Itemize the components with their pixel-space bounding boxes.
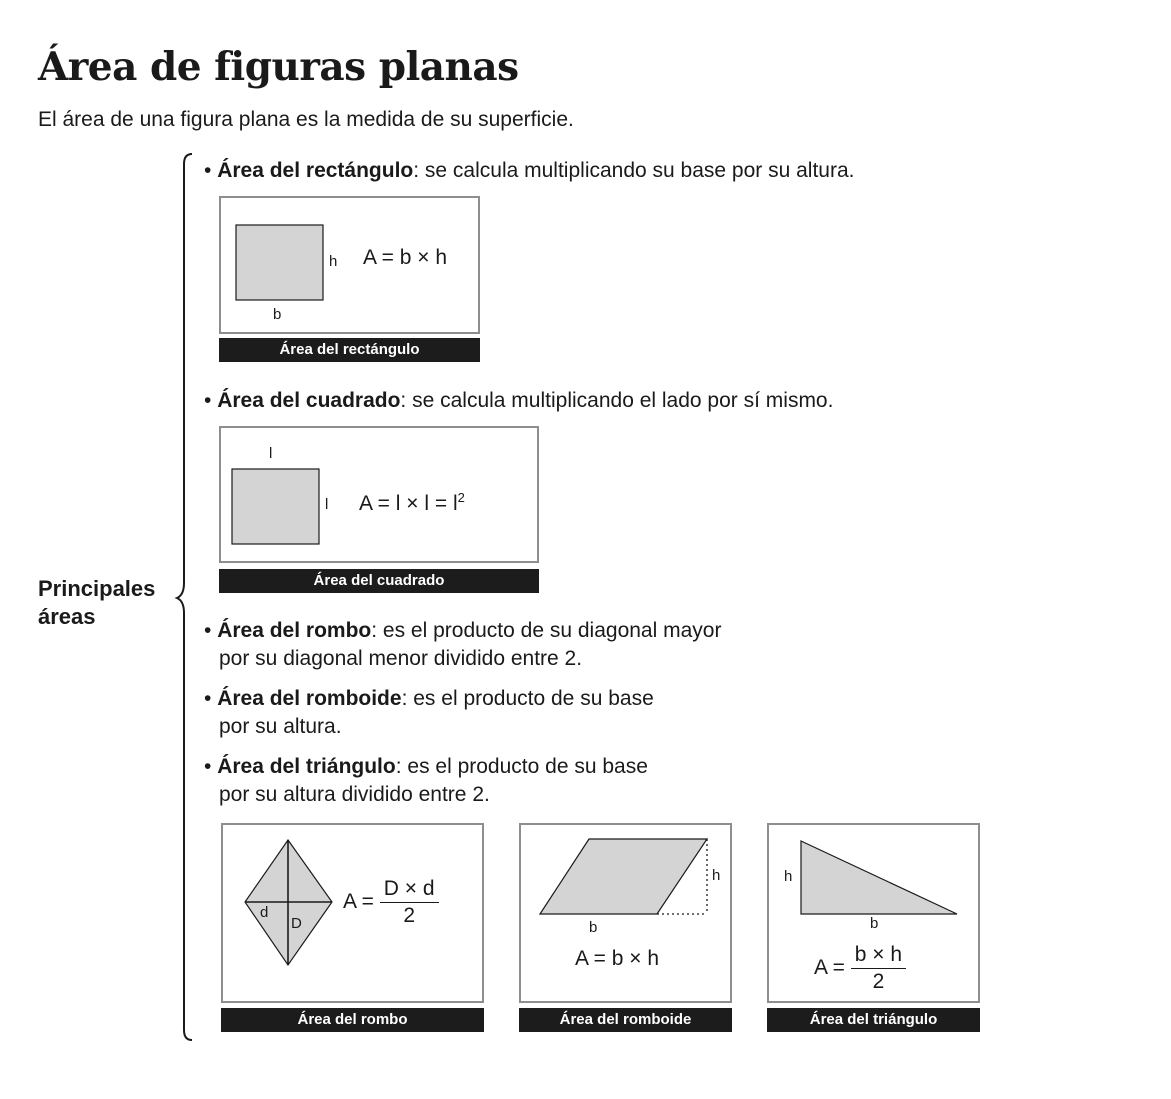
triangle-caption: Área del triángulo bbox=[767, 1008, 980, 1032]
square-formula bbox=[359, 490, 465, 516]
term-rhombus: Área del rombo bbox=[217, 619, 372, 642]
rhomboid-panel bbox=[519, 823, 732, 1003]
square-formula-base: A = l × l = l bbox=[359, 492, 458, 515]
rhombus-formula-denominator: 2 bbox=[403, 904, 416, 927]
page-title: Área de figuras planas bbox=[38, 44, 519, 90]
triangle-formula-numerator: b × h bbox=[851, 943, 906, 969]
rhomboid-label-h: h bbox=[712, 867, 721, 884]
rhombus-formula-lhs: A = bbox=[343, 890, 374, 914]
desc-rhomboid-1: : es el producto de su base bbox=[401, 687, 654, 710]
rhombus-shape bbox=[243, 839, 335, 967]
desc-square: : se calcula multiplicando el lado por sí mismo. bbox=[400, 389, 834, 412]
square-shape bbox=[231, 468, 321, 546]
square-formula-exponent: 2 bbox=[457, 490, 465, 505]
rhomboid-shape bbox=[539, 837, 719, 919]
square-label-top: l bbox=[269, 445, 273, 462]
desc-triangle-1: : es el producto de su base bbox=[395, 755, 648, 778]
triangle-formula bbox=[814, 943, 906, 994]
rhombus-label-d: d bbox=[260, 904, 269, 921]
desc-rectangle: : se calcula multiplicando su base por su altura. bbox=[413, 159, 855, 182]
triangle-panel bbox=[767, 823, 980, 1003]
square-label-side: l bbox=[325, 496, 329, 513]
rectangle-shape bbox=[235, 224, 325, 302]
term-rectangle: Área del rectángulo bbox=[217, 159, 414, 182]
desc-triangle-2: por su altura dividido entre 2. bbox=[219, 783, 490, 806]
desc-rhombus-2: por su diagonal menor dividido entre 2. bbox=[219, 647, 583, 670]
term-triangle: Área del triángulo bbox=[217, 755, 396, 778]
triangle-label-h: h bbox=[784, 868, 793, 885]
triangle-formula-lhs: A = bbox=[814, 956, 845, 980]
rectangle-label-h: h bbox=[329, 253, 338, 270]
bullet-square: • Área del cuadrado: se calcula multiplicando el lado por sí mismo. bbox=[204, 389, 834, 412]
rhombus-formula-numerator: D × d bbox=[380, 877, 439, 903]
term-rhomboid: Área del romboide bbox=[217, 687, 402, 710]
rhombus-label-D: D bbox=[291, 915, 302, 932]
side-label-line-2: áreas bbox=[38, 604, 96, 629]
rectangle-label-b: b bbox=[273, 306, 282, 323]
triangle-formula-denominator: 2 bbox=[872, 970, 885, 993]
side-label bbox=[38, 575, 155, 631]
square-caption: Área del cuadrado bbox=[219, 569, 539, 593]
desc-rhomboid-2: por su altura. bbox=[219, 715, 342, 738]
triangle-label-b: b bbox=[870, 915, 879, 932]
bullet-triangle: • Área del triángulo: es el producto de su base por su altura dividido entre 2. bbox=[204, 753, 648, 809]
side-label-line-1: Principales bbox=[38, 576, 156, 601]
bullet-rhombus: • Área del rombo: es el producto de su diagonal mayor por su diagonal menor dividido entre 2. bbox=[204, 617, 721, 673]
rhomboid-caption: Área del romboide bbox=[519, 1008, 732, 1032]
rhomboid-formula: A = b × h bbox=[575, 947, 660, 970]
triangle-shape bbox=[799, 839, 961, 917]
rectangle-caption: Área del rectángulo bbox=[219, 338, 480, 362]
term-square: Área del cuadrado bbox=[217, 389, 401, 412]
rhomboid-label-b: b bbox=[589, 919, 598, 936]
rectangle-panel bbox=[219, 196, 480, 334]
desc-rhombus-1: : es el producto de su diagonal mayor bbox=[371, 619, 722, 642]
triangle-formula-fraction bbox=[851, 943, 906, 994]
rhombus-caption: Área del rombo bbox=[221, 1008, 484, 1032]
bullet-rhomboid: • Área del romboide: es el producto de su base por su altura. bbox=[204, 685, 654, 741]
rhombus-formula bbox=[343, 877, 439, 928]
bullet-rectangle: • Área del rectángulo: se calcula multiplicando su base por su altura. bbox=[204, 159, 855, 182]
curly-brace bbox=[170, 150, 200, 1045]
rectangle-formula: A = b × h bbox=[363, 246, 448, 269]
rhombus-formula-fraction bbox=[380, 877, 439, 928]
rhombus-panel bbox=[221, 823, 484, 1003]
square-panel bbox=[219, 426, 539, 563]
intro-text: El área de una figura plana es la medida de su superficie. bbox=[38, 108, 574, 131]
